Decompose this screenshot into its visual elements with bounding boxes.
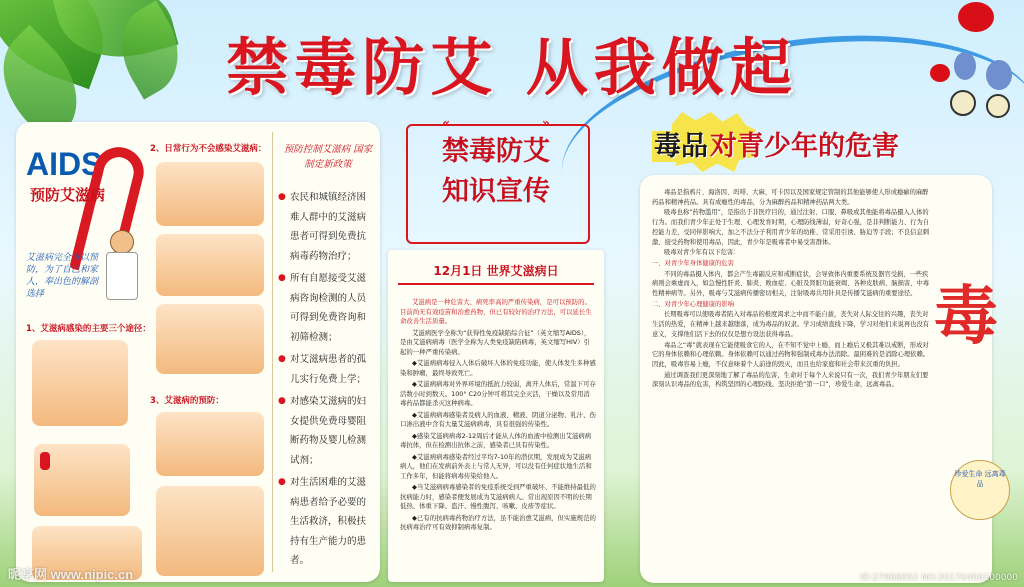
paragraph: 毒品之“毒”就表现在它能使吸食它的人，在不知不觉中上瘾，而上瘾后又极其难以戒断，形成对它的身体依赖和心理依赖。身体依赖可以通过药物和强制戒毒办法消除。最困难的是消除心理依赖。因此，吸毒容易上瘾，不仅意味着个人前途的毁灭，而且也给家庭和社会带来沉重的负担。	[652, 341, 930, 368]
policy-item: ● 对感染艾滋病的妇女提供免费母婴阻断药物及婴儿检测试剂；	[278, 392, 374, 470]
policy-list	[278, 188, 374, 574]
paragraph: ◆艾滋病病毒侵入人体后破坏人体的免疫功能，使人体发生多种感染和肿瘤，最终导致死亡。	[400, 359, 596, 377]
section-transmission: 1、艾滋病感染的主要三个途径：	[26, 324, 151, 334]
section-daily-behavior: 2、日常行为不会感染艾滋病：	[150, 144, 267, 154]
middle-title-line1: 禁毒防艾	[442, 136, 550, 167]
intro-paragraph: 艾滋病是一种危害大、病死率高的严重传染病，是可以预防的。目前尚无有效疫苗和治愈药物，但已有较好的治疗方法，可以延长生命改善生活质量。	[400, 298, 592, 325]
page-title: 禁毒防艾 从我做起	[226, 31, 798, 104]
subheading: 一、对青少年身体健康的危害	[652, 259, 734, 267]
section-prevention: 3、艾滋病的预防：	[150, 396, 224, 406]
right-title-prefix: 毒品	[654, 131, 708, 162]
blood-bag-icon	[40, 452, 50, 470]
illustration	[156, 486, 264, 576]
aids-day-title: 12月1日 世界艾滋病日	[398, 262, 594, 285]
doctor-icon	[106, 252, 138, 300]
middle-heading	[388, 116, 604, 210]
illustration	[32, 340, 128, 426]
paragraph: 艾滋病医学全称为“获得性免疫缺陷综合征”（英文缩写AIDS），是由艾滋病病毒（医学全称为人类免疫缺陷病毒，英文缩写HIV）引起的一种严重传染病。	[400, 328, 591, 356]
left-panel	[16, 122, 380, 582]
aids-logo: AIDS	[26, 146, 103, 182]
poison-character: 毒	[934, 279, 998, 354]
middle-text	[400, 298, 596, 535]
right-title-suffix: 对青少年的危害	[710, 131, 899, 162]
quote-mark-icon: « »	[442, 116, 550, 130]
paragraph: 吸毒也称“药物滥用”，是指出于非医疗目的，通过注射、口服、鼻吸或其他能将毒品摄入人体的行为。而我们青少年正处于生理、心理发育时期，心理防线薄弱，好奇心强，是非判断能力、行为自控能力差，受同伴影响大，加之不法分子利用青少年的幼稚、常采用引诱、胁迫等手段；不良信息刺激、接受药物和使用毒品，因此，青少年是吸毒者中易受害群体。	[652, 209, 930, 246]
divider	[272, 132, 273, 572]
policy-item: ● 对生活困难的艾滋病患者给予必要的生活救济，积极扶持有生产能力的患者。	[278, 473, 374, 571]
right-title	[652, 124, 899, 163]
paragraph: 毒品是指鸦片、海洛因、吗啡、大麻、可卡因以及国家规定管制的其他能够使人形成瘾癖的麻醉药品和精神药品。具有成瘾性的毒品，分为麻醉药品和精神药品两大类。	[652, 189, 929, 206]
warning-bubble: 珍爱生命 远离毒品	[950, 460, 1010, 520]
paragraph: ◆艾滋病病毒感染者及病人的血液、精液、阴道分泌物、乳汁、伤口渗出液中含有大量艾滋病病毒，具有很强的传染性。	[400, 410, 596, 428]
illustration	[156, 162, 264, 226]
aids-slogan: 艾滋病完全可以预防，为了自己和家人，奉出色的解剖选择	[26, 253, 99, 299]
aids-subtitle: 预防艾滋病	[30, 186, 106, 204]
doctor-icon	[110, 230, 134, 254]
illustration	[156, 234, 264, 296]
paragraph: 不同的毒品摄入体内，都会产生毒副反应和戒断症状，会导致体内重要系统及器官受损，一些疾病则会乘虚而入，如急慢性肝炎、肺炎、败血症、心脏及肾脏功能衰竭、各种皮肤病、脑损害、中毒性精神病等。另外，吸毒与艾滋病传播密切相关，注射吸毒共用针具是传播艾滋病的重要途径。	[652, 270, 930, 298]
watermark-id: ID:27968052 NO:20170406100000	[859, 573, 1018, 583]
paragraph: ◆当艾滋病病毒感染者的免疫系统受到严重破坏、不能维持最低的抗病能力时，感染者便发展成为艾滋病病人。常出现原因不明的长期低热、体重下降、盗汗、慢性腹泻、咳嗽、皮疹等症状。	[400, 483, 596, 510]
paragraph: ◆感染艾滋病病毒2-12周后才能从人体的血液中检测出艾滋病病毒抗体，但在检测出抗体之前，感染者已具有传染性。	[400, 431, 592, 449]
right-text	[652, 188, 934, 391]
policy-title: 预防控制艾滋病 国家制定新政策	[283, 144, 373, 170]
policy-item: ● 农民和城镇经济困难人群中的艾滋病患者可得到免费抗病毒药物治疗；	[278, 188, 374, 266]
watermark: 昵享网 www.nipic.cn	[8, 567, 134, 582]
paragraph: 通过调查我们更深刻地了解了毒品的危害，生命对于每个人来说只有一次，我们青少年朋友们要深刻认识毒品的危害，构筑坚固的心理防线。坚决拒绝“第一口”，珍爱生命，远离毒品。	[652, 371, 929, 389]
paragraph: ◆已有的抗病毒药物治疗方法，虽不能治愈艾滋病，但实施规范的抗病毒治疗可有效抑制病毒复制。	[400, 513, 596, 531]
policy-item: ● 所有自愿接受艾滋病咨询检测的人员可得到免费咨询和初筛检测；	[278, 269, 374, 347]
illustration	[156, 412, 264, 476]
policy-item: ● 对艾滋病患者的孤儿实行免费上学；	[278, 350, 374, 389]
subheading: 二、对青少年心理健康的影响	[652, 300, 734, 308]
illustration	[156, 304, 264, 374]
middle-title-line2: 知识宣传	[442, 176, 550, 207]
paragraph: 长期吸毒可以使吸毒者陷入对毒品的极度渴求之中而不能自拔，丧失对人际交往的兴趣，丧失对生活的热爱，在精神上越来越堕落，成为毒品的奴隶。学习成绩直线下降，学习对他们来说再也没有意义，支撑他们活下去的仅仅是想方设法获得毒品。	[652, 311, 930, 338]
paragraph: ◆艾滋病病毒感染者经过平均7-10年的潜伏期，发展成为艾滋病病人，他们在发病前外表上与常人无异，可以没有任何症状地生活和工作多年，但能将病毒传染给他人。	[400, 452, 592, 480]
paragraph: 吸毒对青少年有以下危害：	[664, 249, 740, 257]
paragraph: ◆艾滋病病毒对外界环境的抵抗力较弱，离开人体后，常温下可存活数小时到数天。100° C20分钟可将其完全灭活，干燥以及常用消毒药品都能杀灭这种病毒。	[400, 380, 596, 407]
